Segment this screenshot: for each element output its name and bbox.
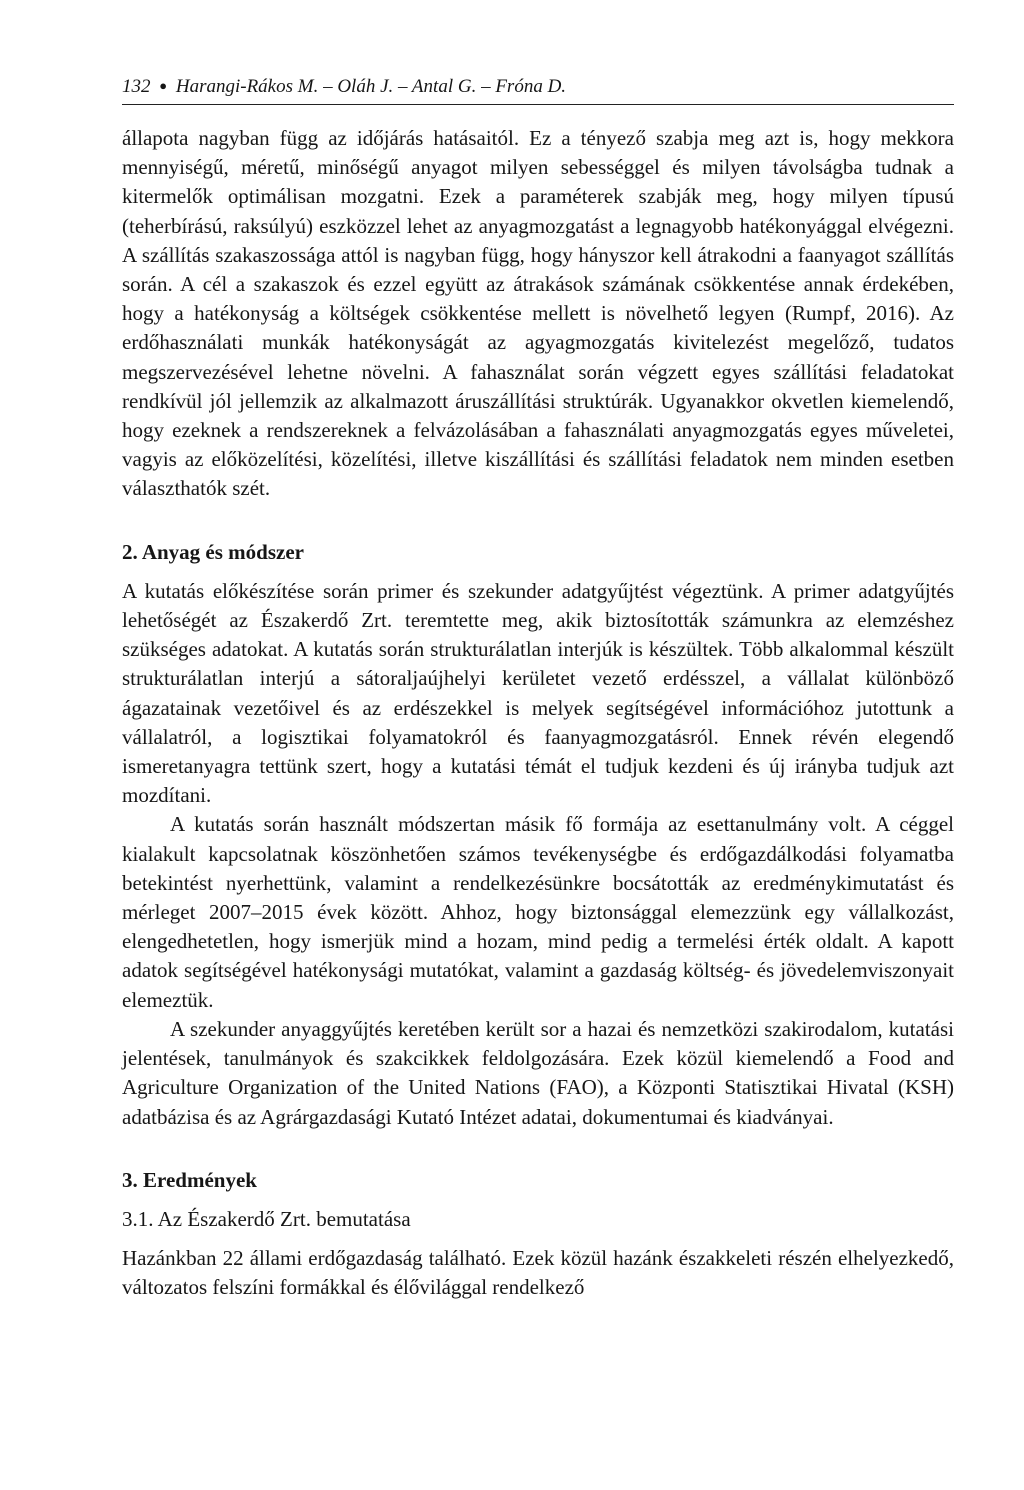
running-header: [122, 74, 954, 105]
heading-spacer: [122, 567, 954, 577]
paragraph-methods-2: A kutatás során használt módszertan másik fő formája az esettanulmány volt. A céggel kialakult kapcsolatnak köszönhetően számos tevékenységbe és erdőgazdálkodási folyamatba betekintést nyerhettünk, valamint a rendelkezésünkre bocsátották az eredménykimutatást és mérleget 2007–2015 évek között. Ahhoz, hogy biztonsággal elemezzünk egy vállalkozást, elengedhetetlen, hogy ismerjük mind a hozam, mind pedig a termelési érték oldalt. A kapott adatok segítségével hatékonysági mutatókat, valamint a gazdaság költség- és jövedelemviszonyait elemeztük.: [122, 812, 954, 1012]
section-spacer: [122, 1132, 954, 1166]
heading-spacer: [122, 1234, 954, 1244]
subsection-heading-company: 3.1. Az Északerdő Zrt. bemutatása: [122, 1206, 411, 1231]
heading-spacer: [122, 1195, 954, 1205]
paragraph-results-1: Hazánkban 22 állami erdőgazdaság található. Ezek közül hazánk északkeleti részén elhelyezkedő, változatos felszíni formákkal és élővilággal rendelkező: [122, 1246, 954, 1300]
page-number: 132: [122, 76, 151, 97]
section-spacer: [122, 504, 954, 538]
section-heading-materials-methods: 2. Anyag és módszer: [122, 539, 304, 564]
paragraph-methods-3: A szekunder anyaggyűjtés keretében került sor a hazai és nemzetközi szakirodalom, kutatási jelentések, tanulmányok és szakcikkek feldolgozására. Ezek közül kiemelendő a Food and Agriculture Organization of the United Nations (FAO), a Központi Statisztikai Hivatal (KSH) adatbázisa és az Agrárgazdasági Kutató Intézet adatai, dokumentumai és kiadványai.: [122, 1016, 954, 1129]
header-authors: Harangi-Rákos M. – Oláh J. – Antal G. – Fróna D.: [175, 76, 567, 97]
section-heading-results: 3. Eredmények: [122, 1167, 257, 1192]
page-body: [122, 124, 954, 1303]
bullet-icon: ●: [159, 78, 168, 93]
paragraph-methods-1: A kutatás előkészítése során primer és szekunder adatgyűjtést végeztünk. A primer adatgyűjtés lehetőségét az Északerdő Zrt. teremtette meg, akik biztosították számunkra az elemzéshez szükséges adatokat. A kutatás során strukturálatlan interjúk is készültek. Több alkalommal készült strukturálatlan interjú a sátoraljaújhelyi kerületet vezető erdésszel, a vállalat különböző ágazatainak vezetőivel és az erdészekkel is melyek segítségével információhoz jutottunk a vállalatról, a logisztikai folyamatokról és faanyagmozgatásról. Ennek révén elegendő ismeretanyagra tettünk szert, hogy a kutatási témát el tudjuk kezdeni és új irányba tudjuk azt mozdítani.: [122, 578, 954, 808]
paragraph-intro: állapota nagyban függ az időjárás hatásaitól. Ez a tényező szabja meg azt is, hogy mekkora mennyiségű, méretű, minőségű anyagot milyen sebességgel és milyen távolságba tudnak a kitermelők optimálisan mozgatni. Ezek a paraméterek szabják meg, hogy milyen típusú (teherbírású, raksúlyú) eszközzel lehet az anyagmozgatást a legnagyobb hatékonyággal elvégezni. A szállítás szakaszossága attól is nagyban függ, hogy hányszor kell átrakodni a faanyagot szállítás során. A cél a szakaszok és ezzel együtt az átrakások számának csökkentése annak érdekében, hogy a hatékonyság a költségek csökkentése mellett is növelhető legyen (Rumpf, 2016). Az erdőhasználati munkák hatékonyságát az agyagmozgatás kivitelezést megelőző, tudatos megszervezésével lehetne növelni. A fahasználat során végzett egyes szállítási feladatokat rendkívül jól jellemzik az alkalmazott áruszállítási struktúrák. Ugyanakkor okvetlen kiemelendő, hogy ezeknek a rendszereknek a felvázolásában a fahasználati anyagmozgatás egyes műveletei, vagyis az előközelítési, közelítési, illetve kiszállítási és szállítási feladatok nem minden esetben választhatók szét.: [122, 126, 954, 501]
